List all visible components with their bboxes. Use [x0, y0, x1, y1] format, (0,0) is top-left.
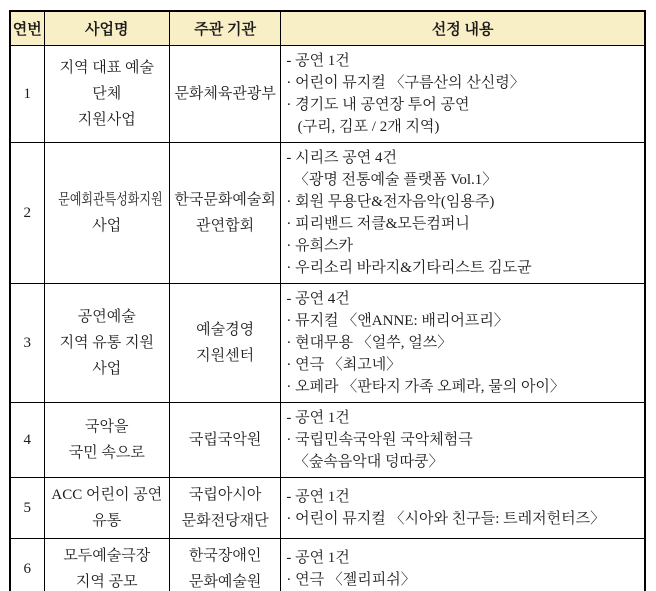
project-name-line: 문예회관특성화지원	[57, 192, 163, 208]
organization-line: 국립국악원	[188, 432, 262, 448]
content-line: (구리, 김포 / 2개 지역)	[286, 119, 440, 135]
content-line: - 공연 4건	[286, 291, 350, 307]
project-name-cell	[44, 284, 169, 403]
content-line: · 국립민속국악원 국악체험극	[286, 432, 473, 448]
organization-line: 한국장애인	[188, 548, 262, 564]
project-name-line: 지원사업	[77, 112, 136, 128]
content-line: - 시리즈 공연 4건	[286, 150, 398, 166]
content-line: · 오페라 〈판타지 가족 오페라, 물의 아이〉	[286, 379, 565, 395]
organization-line: 문화예술원	[188, 574, 262, 590]
row-number-cell: 1	[10, 46, 44, 143]
content-line: · 피리밴드 저클&모든컴퍼니	[286, 216, 470, 232]
content-line: - 공연 1건	[286, 550, 350, 566]
selection-content-cell	[281, 478, 645, 539]
project-name-line: 사업	[92, 361, 122, 377]
column-header-name: 사업명	[44, 11, 169, 46]
table-row	[10, 478, 645, 539]
content-line: · 뮤지컬 〈앤ANNE: 배리어프리〉	[286, 313, 509, 329]
content-line: · 회원 무용단&전자음악(임용주)	[286, 194, 495, 210]
table-row	[10, 143, 645, 284]
content-line: · 현대무용 〈얼쑤, 얼쓰〉	[286, 335, 453, 351]
project-name-line: 지역 공모	[75, 574, 138, 590]
organization-line: 문화체육관광부	[174, 86, 276, 102]
organization-line: 관연합회	[196, 218, 255, 234]
table-row	[10, 539, 645, 591]
project-name-line: 지역 대표 예술	[59, 60, 155, 76]
project-name-line: 모두예술극장	[63, 548, 151, 564]
content-line: · 어린이 뮤지컬 〈구름산의 산신령〉	[286, 75, 525, 91]
organization-cell	[169, 46, 280, 143]
content-line: - 공연 1건	[286, 489, 350, 505]
header-row	[10, 11, 645, 46]
project-name-cell	[44, 143, 169, 284]
row-number-cell: 5	[10, 478, 44, 539]
row-number-cell: 2	[10, 143, 44, 284]
project-name-cell	[44, 46, 169, 143]
column-header-no: 연번	[10, 11, 44, 46]
selection-content-cell	[281, 403, 645, 478]
selection-content-cell	[281, 143, 645, 284]
table-header	[10, 11, 645, 46]
project-name-line: 국악을	[85, 419, 129, 435]
content-line: · 유희스카	[286, 238, 354, 254]
row-number-cell: 4	[10, 403, 44, 478]
project-name-line: 공연예술	[77, 309, 136, 325]
project-name-line: 지역 유통 지원	[59, 335, 155, 351]
organization-cell	[169, 284, 280, 403]
content-line: - 공연 1건	[286, 410, 350, 426]
organization-cell	[169, 539, 280, 591]
project-name-line: 단체	[92, 86, 122, 102]
row-number-cell: 6	[10, 539, 44, 591]
content-line: 〈숲속음악대 덩따쿵〉	[286, 454, 444, 470]
table-row	[10, 284, 645, 403]
table-row	[10, 403, 645, 478]
project-name-line: ACC 어린이 공연	[51, 487, 163, 503]
project-name-line: 사업	[92, 218, 122, 234]
column-header-org: 주관 기관	[169, 11, 280, 46]
organization-line: 국립아시아	[188, 487, 262, 503]
organization-cell	[169, 478, 280, 539]
organization-line: 한국문화예술회	[174, 192, 276, 208]
project-name-cell	[44, 403, 169, 478]
content-line: 〈광명 전통예술 플랫폼 Vol.1〉	[286, 172, 498, 188]
table-row	[10, 46, 645, 143]
content-line: · 우리소리 바라지&기타리스트 김도균	[286, 260, 532, 276]
selection-content-cell	[281, 539, 645, 591]
project-name-cell	[44, 478, 169, 539]
table-body	[10, 46, 645, 591]
content-line: · 연극 〈최고네〉	[286, 357, 402, 373]
content-line: - 공연 1건	[286, 53, 350, 69]
column-header-content: 선정 내용	[281, 11, 645, 46]
selection-table	[9, 10, 646, 591]
selection-content-cell	[281, 284, 645, 403]
organization-cell	[169, 143, 280, 284]
project-name-cell	[44, 539, 169, 591]
content-line: · 어린이 뮤지컬 〈시아와 친구들: 트레저헌터즈〉	[286, 511, 606, 527]
selection-content-cell	[281, 46, 645, 143]
project-name-line: 유통	[92, 513, 122, 529]
project-name-line: 국민 속으로	[68, 445, 145, 461]
organization-line: 지원센터	[196, 348, 255, 364]
content-line: · 연극 〈젤리피쉬〉	[286, 572, 416, 588]
organization-line: 예술경영	[196, 322, 255, 338]
organization-cell	[169, 403, 280, 478]
row-number-cell: 3	[10, 284, 44, 403]
content-line: · 경기도 내 공연장 투어 공연	[286, 97, 470, 113]
organization-line: 문화전당재단	[181, 513, 269, 529]
